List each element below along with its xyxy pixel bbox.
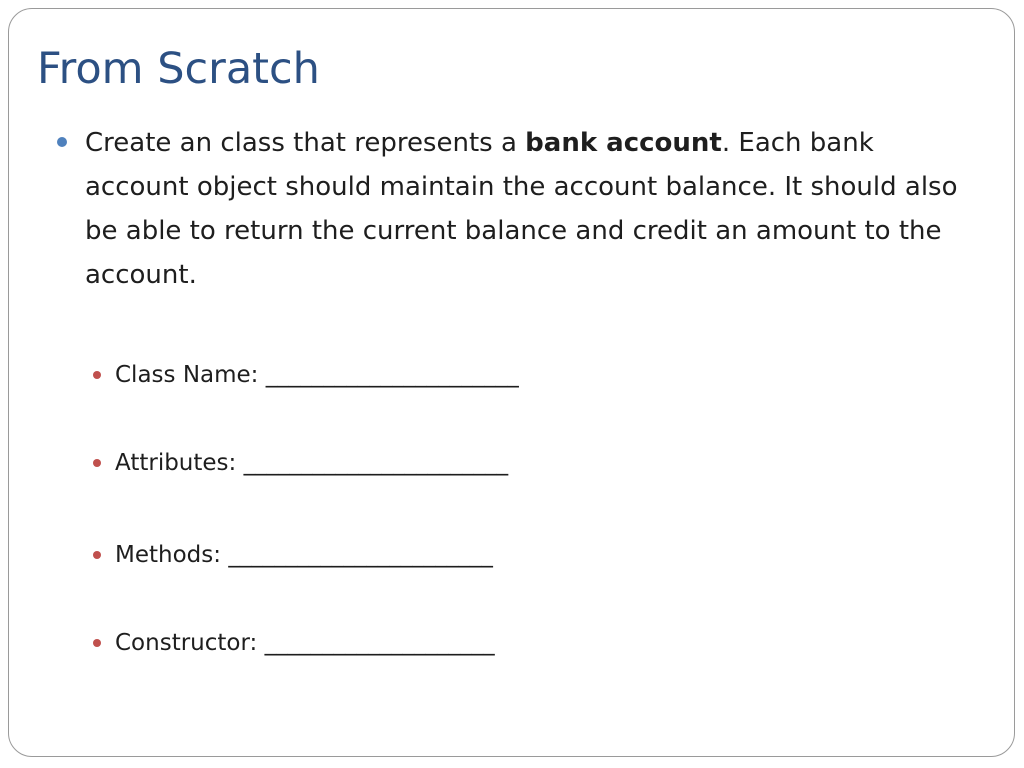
sub-bullet-constructor bbox=[93, 627, 495, 659]
bullet-dot-icon bbox=[93, 459, 101, 467]
slide bbox=[8, 8, 1015, 757]
sub-bullet-label: Class Name: bbox=[115, 362, 266, 388]
main-bullet-text-before: Create an class that represents a bbox=[85, 128, 526, 158]
main-bullet-text bbox=[85, 121, 979, 297]
answer-blank: _______________________ bbox=[228, 542, 493, 568]
sub-bullet-label: Methods: bbox=[115, 542, 229, 568]
bullet-dot-icon bbox=[57, 137, 67, 147]
answer-blank: ____________________ bbox=[264, 630, 495, 656]
main-bullet bbox=[39, 121, 979, 297]
slide-title: From Scratch bbox=[37, 44, 320, 94]
bullet-dot-icon bbox=[93, 551, 101, 559]
answer-blank: ______________________ bbox=[265, 362, 519, 388]
main-bullet-text-after: . Each bank account object should maintain the account balance. It should also be able to return the current balance and credit an amount to the account. bbox=[85, 128, 958, 290]
sub-bullet-attributes bbox=[93, 447, 508, 479]
main-bullet-bold: bank account bbox=[525, 128, 722, 158]
bullet-dot-icon bbox=[93, 639, 101, 647]
sub-bullet-class-name bbox=[93, 359, 519, 391]
sub-bullet-methods bbox=[93, 539, 493, 571]
sub-bullet-label: Constructor: bbox=[115, 630, 265, 656]
sub-bullet-label: Attributes: bbox=[115, 450, 244, 476]
bullet-dot-icon bbox=[93, 371, 101, 379]
answer-blank: _______________________ bbox=[243, 450, 509, 476]
